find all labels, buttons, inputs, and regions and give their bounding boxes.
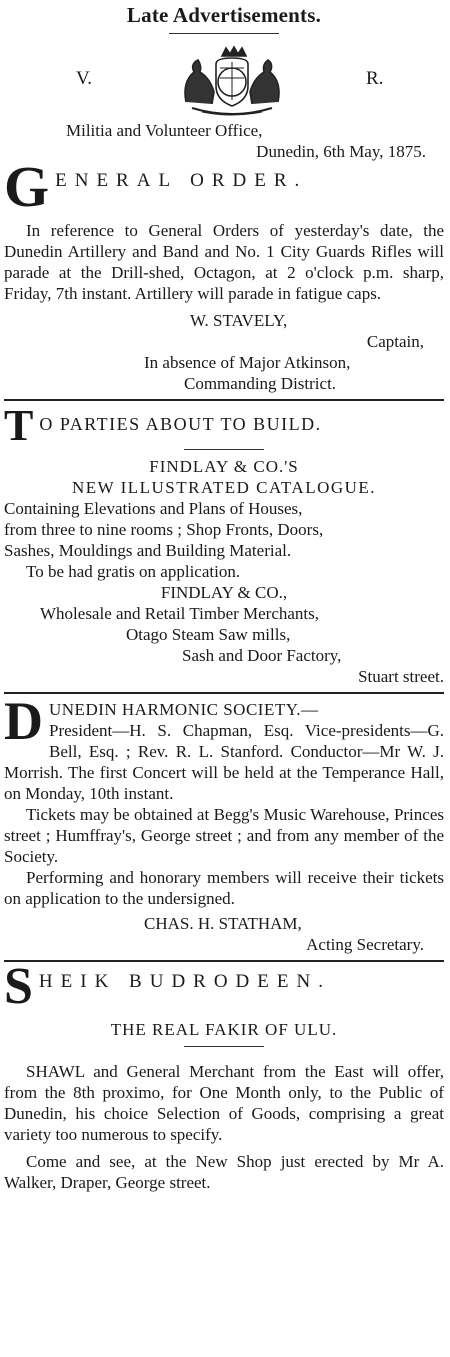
drop-cap: T	[4, 401, 34, 450]
society-para: President—H. S. Chapman, Esq. Vice-presidents—G. Bell, Esq. ; Rev. R. L. Stanford. Conductor—Mr W. J. Morrish. The first Concert will be held at the Temperance Hall, on Monday, 10th instant.	[4, 721, 444, 803]
firm-address: Sash and Door Factory,	[182, 646, 342, 665]
absence-note: In absence of Major Atkinson,	[144, 353, 351, 372]
firm-address: Wholesale and Retail Timber Merchants,	[40, 604, 320, 623]
merchant-para: Come and see, at the New Shop just erected by Mr A. Walker, Draper, George street.	[4, 1152, 444, 1192]
firm-address: Stuart street.	[358, 667, 444, 686]
heading-text: UNEDIN HARMONIC SOCIETY.—	[49, 700, 319, 719]
v-letter: V.	[76, 68, 93, 89]
findlay-ad	[4, 401, 444, 687]
dateline: Dunedin, 6th May, 1875.	[256, 142, 426, 161]
heading-text: ENERAL ORDER.	[55, 170, 308, 191]
ad-divider	[4, 399, 444, 401]
ad-divider	[4, 692, 444, 694]
sheik-heading	[4, 958, 444, 1015]
heading-text: O PARTIES ABOUT TO BUILD.	[39, 414, 322, 434]
r-letter: R.	[366, 68, 384, 89]
royal-coat-of-arms-icon	[172, 42, 292, 120]
society-para: Tickets may be obtained at Begg's Music Warehouse, Princes street ; Humffray's, George street ; and from any member of the Society.	[4, 805, 444, 866]
signer-name: W. STAVELY,	[190, 311, 288, 330]
catalogue-title: NEW ILLUSTRATED CATALOGUE.	[71, 478, 377, 497]
signer-rank: Captain,	[366, 332, 424, 351]
harmonic-society-ad	[4, 691, 444, 955]
catalogue-line: Containing Elevations and Plans of Houses,	[4, 499, 303, 518]
catalogue-line: To be had gratis on application.	[26, 562, 241, 581]
catalogue-line: Sashes, Mouldings and Building Material.	[4, 541, 292, 560]
office-line: Militia and Volunteer Office,	[66, 121, 263, 140]
firm-address: Otago Steam Saw mills,	[126, 625, 291, 644]
order-body: In reference to General Orders of yesterday's date, the Dunedin Artillery and Band and No. 1 City Guards Rifles will parade at the Drill-shed, Octagon, at 2 o'clock p.m. sharp, Friday, 7th instant. Artillery will parade in fatigue caps.	[4, 221, 444, 303]
heading-text: HEIK BUDRODEEN.	[38, 971, 331, 992]
general-order-ad	[4, 42, 444, 394]
firm-heading: FINDLAY & CO.'S	[149, 457, 299, 476]
findlay-heading	[4, 401, 444, 450]
command-note: Commanding District.	[184, 374, 337, 393]
firm-name: FINDLAY & CO.,	[160, 583, 288, 602]
drop-cap: G	[4, 154, 50, 219]
signer-name: CHAS. H. STATHAM,	[144, 914, 302, 933]
drop-cap: S	[4, 958, 33, 1015]
sheik-budrodeen-ad	[4, 958, 444, 1193]
heading-divider	[184, 449, 264, 450]
royal-header	[4, 42, 444, 120]
society-para: Performing and honorary members will receive their tickets on application to the undersigned.	[4, 868, 444, 908]
merchant-para: SHAWL and General Merchant from the East will offer, from the 8th proximo, for One Month only, to the Public of Dunedin, his choice Selection of Goods, comprising a great variety too numerous to specify.	[4, 1062, 444, 1144]
catalogue-line: from three to nine rooms ; Shop Fronts, Doors,	[4, 520, 324, 539]
section-title: Late Advertisements.	[126, 3, 322, 27]
subtitle: THE REAL FAKIR OF ULU.	[110, 1020, 338, 1039]
title-divider	[169, 33, 279, 34]
subtitle-divider	[184, 1046, 264, 1047]
signer-title: Acting Secretary.	[306, 935, 424, 954]
drop-cap: D	[4, 691, 43, 751]
ad-divider	[4, 960, 444, 962]
general-order-heading	[4, 154, 444, 219]
